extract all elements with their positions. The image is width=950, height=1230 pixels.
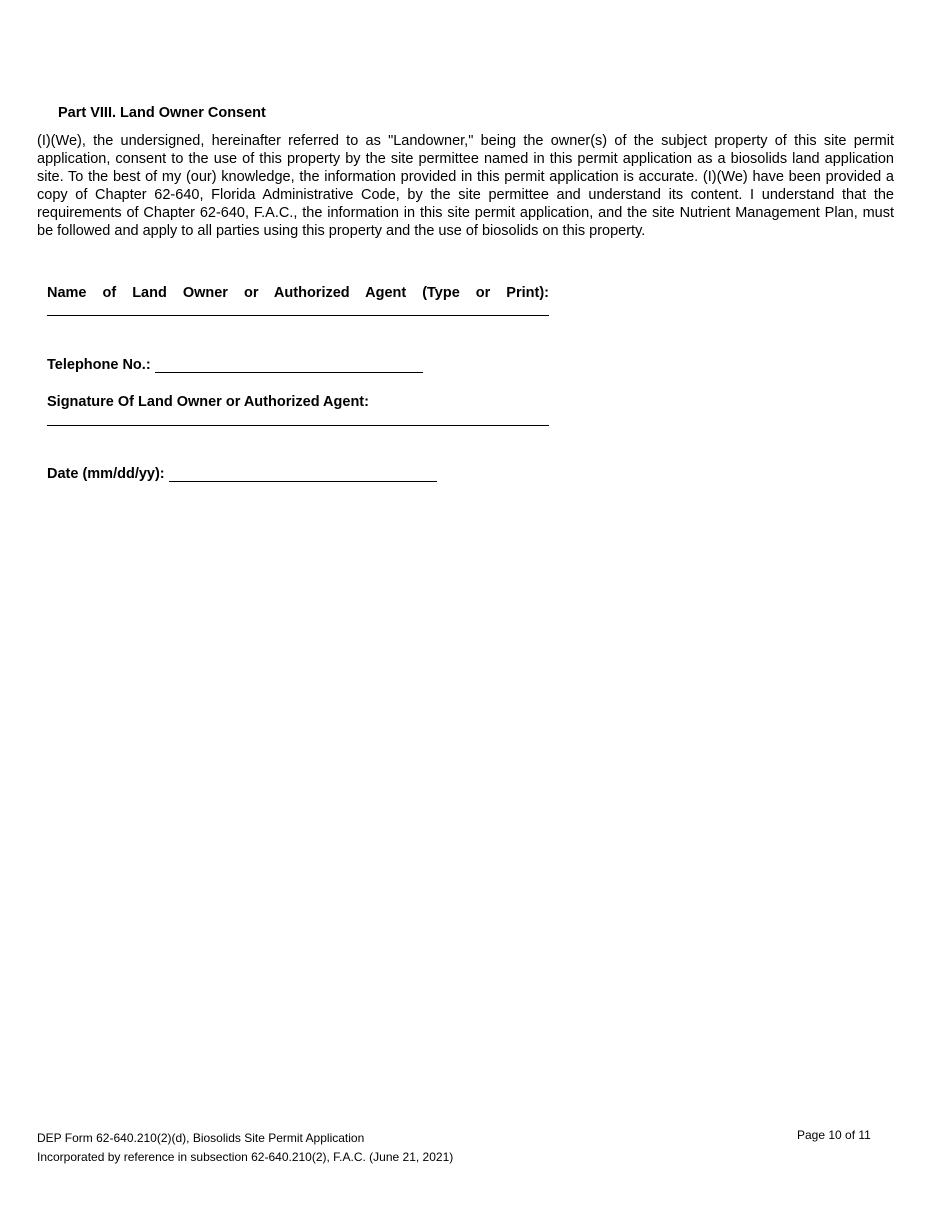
footer-form-id: DEP Form 62-640.210(2)(d), Biosolids Site Permit Application bbox=[37, 1131, 365, 1145]
telephone-input-line[interactable] bbox=[155, 357, 423, 373]
telephone-row bbox=[47, 357, 423, 373]
telephone-field-label: Telephone No.: bbox=[47, 357, 151, 373]
date-field-label: Date (mm/dd/yy): bbox=[47, 466, 165, 482]
name-input-line[interactable] bbox=[47, 315, 549, 316]
name-field-label: Name of Land Owner or Authorized Agent (Type or Print): bbox=[47, 285, 549, 301]
footer-reference: Incorporated by reference in subsection 62-640.210(2), F.A.C. (June 21, 2021) bbox=[37, 1150, 454, 1164]
date-input-line[interactable] bbox=[169, 466, 437, 482]
section-heading: Part VIII. Land Owner Consent bbox=[58, 105, 266, 121]
date-row bbox=[47, 466, 437, 482]
page-number: Page 10 of 11 bbox=[797, 1128, 871, 1142]
consent-statement: (I)(We), the undersigned, hereinafter referred to as "Landowner," being the owner(s) of the subject property of this site permit application, consent to the use of this property by the site permittee named in this permit application as a biosolids land application site. To the best of my (our) knowledge, the information provided in this permit application is accurate. (I)(We) have been provided a copy of Chapter 62-640, Florida Administrative Code, by the site permittee and understand its content. I understand that the requirements of Chapter 62-640, F.A.C., the information in this site permit application, and the site Nutrient Management Plan, must be followed and apply to all parties using this property and the use of biosolids on this property. bbox=[37, 133, 894, 239]
signature-field-label: Signature Of Land Owner or Authorized Agent: bbox=[47, 394, 369, 410]
signature-input-line[interactable] bbox=[47, 425, 549, 426]
